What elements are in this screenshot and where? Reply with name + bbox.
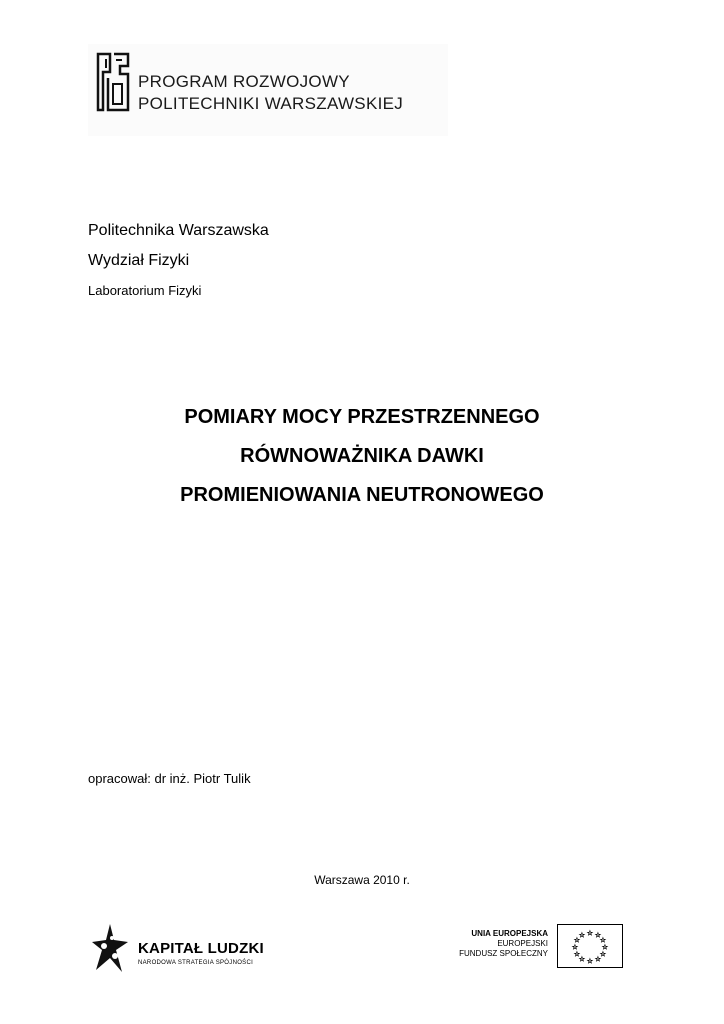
svg-text:★: ★ [574,951,580,958]
logo-line-2: POLITECHNIKI WARSZAWSKIEJ [138,94,404,113]
faculty-name: Wydział Fizyki [88,252,190,269]
place-date: Warszawa 2010 r. [314,873,410,887]
logo-line-1: PROGRAM ROZWOJOWY [138,72,350,91]
svg-text:★: ★ [574,937,580,944]
eu-text [420,929,548,959]
kapital-subtitle: NARODOWA STRATEGIA SPÓJNOŚCI [138,960,254,966]
svg-text:★: ★ [572,944,578,951]
svg-text:★: ★ [600,951,606,958]
prpw-monogram-icon [94,52,132,114]
svg-text:★: ★ [595,956,601,963]
eu-line-1: UNIA EUROPEJSKA [471,929,548,938]
kapital-ludzki-star-icon [90,922,130,976]
svg-text:★: ★ [600,937,606,944]
laboratory-name: Laboratorium Fizyki [88,283,202,298]
title-line-3: PROMIENIOWANIA NEUTRONOWEGO [180,484,544,506]
svg-text:★: ★ [595,932,601,939]
eu-flag-icon [557,924,623,968]
header-logo [88,44,448,136]
svg-text:★: ★ [587,930,593,937]
eu-line-3: FUNDUSZ SPOŁECZNY [459,949,548,958]
svg-text:★: ★ [579,956,585,963]
kapital-ludzki-logo [90,922,270,978]
kapital-title: KAPITAŁ LUDZKI [138,940,264,957]
title-line-2: RÓWNOWAŻNIKA DAWKI [240,445,484,467]
title-line-1: POMIARY MOCY PRZESTRZENNEGO [184,406,540,428]
eu-line-2: EUROPEJSKI [497,939,548,948]
svg-text:★: ★ [602,944,608,951]
author-line: opracował: dr inż. Piotr Tulik [88,771,251,786]
svg-text:★: ★ [587,958,593,965]
university-name: Politechnika Warszawska [88,222,269,239]
svg-text:★: ★ [579,932,585,939]
